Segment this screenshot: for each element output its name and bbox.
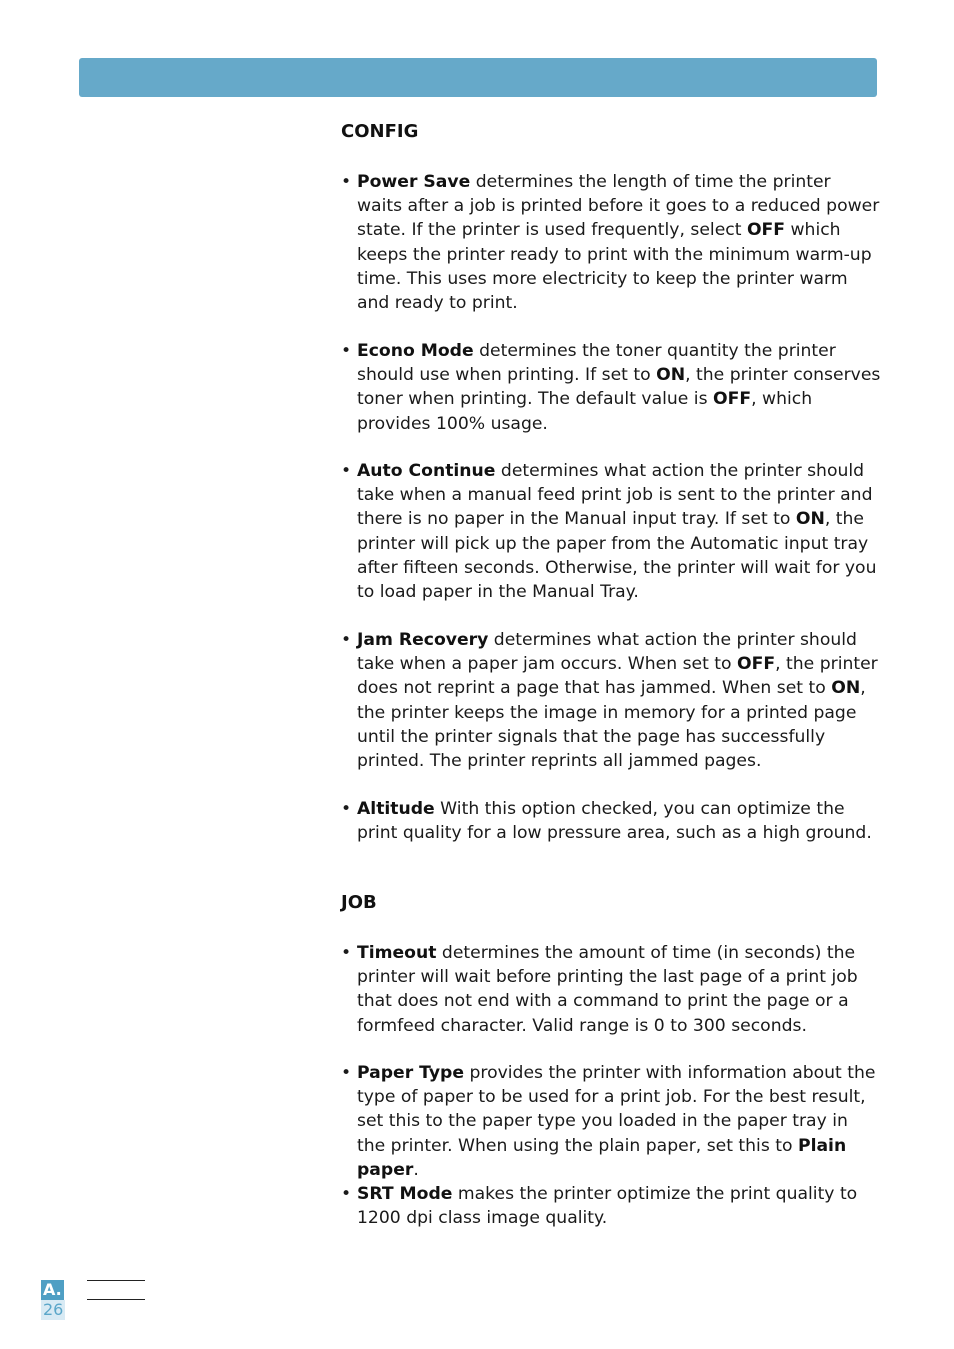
header-bar (79, 58, 877, 97)
item-term: Auto Continue (357, 461, 496, 481)
item-term: Paper Type (357, 1063, 465, 1083)
list-item-paper-type: • Paper Type provides the printer with information about the type of paper to be used for a print job. For the best result, set this to the paper type you loaded in the paper tray in the printer. When using the plain paper, set this to Plain paper. (341, 1063, 876, 1180)
list-item-auto-continue: • Auto Continue determines what action the printer should take when a manual feed print job is sent to the printer and there is no paper in the Manual input tray. If set to ON, the printer will pick up the paper from the Automatic input tray after fifteen seconds. Otherwise, the printer will wait for you to load paper in the Manual Tray. (341, 461, 877, 603)
list-item-jam-recovery: • Jam Recovery determines what action the printer should take when a paper jam occurs. When set to OFF, the printer does not reprint a page that has jammed. When set to ON, the printer keeps the image in memory for a printed page until the printer signals that the page has successfully printed. The printer reprints all jammed pages. (341, 630, 878, 772)
footer-divider (87, 1280, 145, 1281)
page-number: A.26 (43, 1280, 64, 1319)
item-term: Power Save (357, 172, 471, 192)
item-term: Timeout (357, 943, 437, 963)
list-item-timeout: • Timeout determines the amount of time (in seconds) the printer will wait before printing the last page of a print job that does not end with a command to print the page or a formfeed character. Valid range is 0 to 300 seconds. (341, 943, 858, 1036)
footer-divider (87, 1299, 145, 1300)
list-item-altitude: • Altitude With this option checked, you can optimize the print quality for a low pressure area, such as a high ground. (341, 799, 872, 844)
list-item-power-save: • Power Save determines the length of time the printer waits after a job is printed before it goes to a reduced power state. If the printer is used frequently, select OFF which keeps the printer ready to print with the minimum warm-up time. This uses more electricity to keep the printer warm and ready to print. (341, 172, 880, 314)
list-item-srt-mode: • SRT Mode makes the printer optimize the print quality to 1200 dpi class image quality. (341, 1184, 858, 1229)
section-title-config: CONFIG (341, 121, 419, 142)
item-term: SRT Mode (357, 1184, 453, 1204)
item-term: Econo Mode (357, 341, 474, 361)
section-title-job: JOB (341, 892, 377, 913)
list-item-econo-mode: • Econo Mode determines the toner quantity the printer should use when printing. If set to ON, the printer conserves toner when printing. The default value is OFF, which provides 100% usage. (341, 341, 881, 434)
item-term: Altitude (357, 799, 435, 819)
item-term: Jam Recovery (357, 630, 489, 650)
